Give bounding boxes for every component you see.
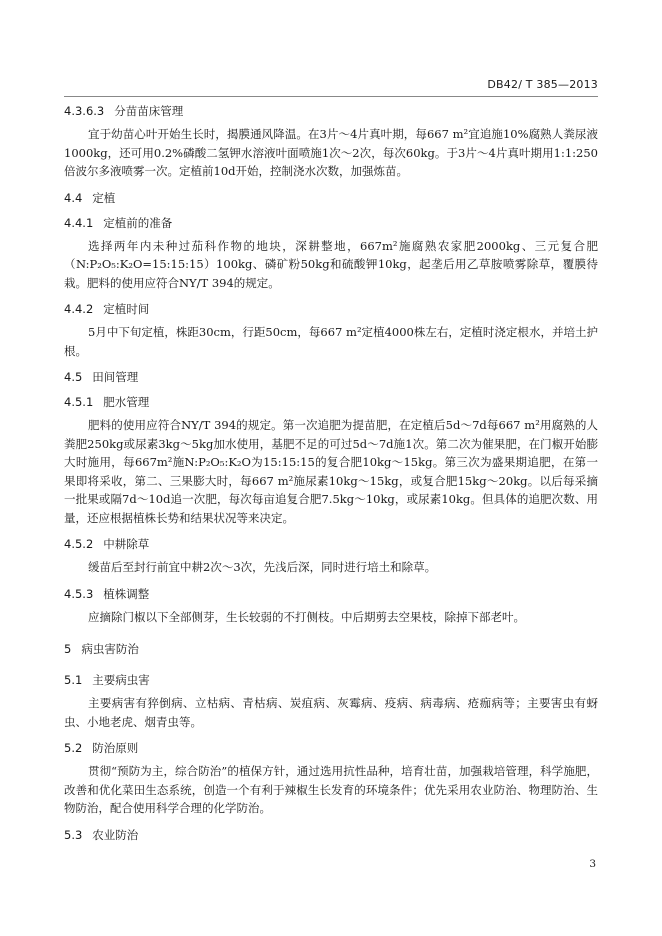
heading-5 xyxy=(64,641,598,657)
heading-4-5-3 xyxy=(64,586,598,602)
heading-4-3-6-3 xyxy=(64,103,598,119)
heading-number: 4.5.3 xyxy=(64,586,94,601)
heading-5-2 xyxy=(64,740,598,756)
heading-number: 4.5.2 xyxy=(64,537,94,551)
paragraph-4-5-2: 缓苗后至封行前宜中耕2次～3次，先浅后深，同时进行培土和除草。 xyxy=(88,560,437,574)
page-number: 3 xyxy=(589,858,596,870)
document-body xyxy=(64,103,598,843)
heading-title: 分苗苗床管理 xyxy=(114,104,184,118)
heading-number: 4.3.6.3 xyxy=(64,104,105,118)
heading-title: 主要病虫害 xyxy=(92,673,150,687)
paragraph-5-1: 主要病害有猝倒病、立枯病、青枯病、炭疽病、灰霉病、疫病、病毒病、疮痂病等；主要害虫有蚜虫、小地老虎、烟青虫等。 xyxy=(64,696,598,729)
paragraph-4-5-1: 肥料的使用应符合NY/T 394的规定。第一次追肥为提苗肥，在定植后5d～7d每667 m²用腐熟的人粪肥250kg或尿素3kg～5kg加水使用，基肥不足的可过5d～7d施1次。第二次为催果肥，在门椒开始膨大时施用，每667m²施N:P₂O₅:K₂O为15:15:15的复合肥10kg～15kg。第三次为盛果期追肥，在第一果即将采收，第二、三果膨大时，每667 m²施尿素10kg～15kg，或复合肥15kg～20kg。以后每采摘一批果或隔7d～10d追一次肥，每次每亩追复合肥7.5kg～10kg，或尿素10kg。但具体的追肥次数、用量，还应根据植株长势和结果状况等来决定。 xyxy=(64,418,598,525)
heading-title: 定植 xyxy=(92,190,116,205)
header-divider xyxy=(64,96,598,97)
paragraph-4-4-2: 5月中下旬定植，株距30cm，行距50cm，每667 m²定植4000株左右，定植时浇定根水，并培土护根。 xyxy=(64,325,598,358)
heading-title: 病虫害防治 xyxy=(81,642,139,656)
heading-4-4 xyxy=(64,190,598,206)
heading-number: 4.5 xyxy=(64,370,83,384)
heading-title: 防治原则 xyxy=(92,741,139,755)
heading-number: 4.5.1 xyxy=(64,395,94,409)
heading-4-4-1 xyxy=(64,215,598,231)
heading-number: 4.4.2 xyxy=(64,302,94,316)
heading-number: 5.2 xyxy=(64,741,83,755)
heading-4-5 xyxy=(64,369,598,385)
heading-5-1 xyxy=(64,672,598,688)
paragraph-4-4-1: 选择两年内未种过茄科作物的地块，深耕整地，667m²施腐熟农家肥2000kg、三元复合肥（N:P₂O₅:K₂O=15:15:15）100kg、磷矿粉50kg和硫酸钾10kg，起垄后用乙草胺喷雾除草，覆膜待栽。肥料的使用应符合NY/T 394的规定。 xyxy=(64,238,598,290)
heading-number: 4.4.1 xyxy=(64,215,94,230)
heading-number: 5.1 xyxy=(64,673,83,687)
paragraph-4-5-3: 应摘除门椒以下全部侧芽，生长较弱的不打侧枝。中后期剪去空果枝，除掉下部老叶。 xyxy=(88,609,525,624)
heading-title: 中耕除草 xyxy=(103,537,150,551)
document-code: DB42/ T 385—2013 xyxy=(487,78,598,91)
heading-title: 田间管理 xyxy=(92,370,139,384)
heading-4-4-2 xyxy=(64,301,598,317)
paragraph-4-3-6-3: 宜于幼苗心叶开始生长时，揭膜通风降温。在3片～4片真叶期，每667 m²宜追施10%腐熟人粪尿液1000kg，还可用0.2%磷酸二氢钾水溶液叶面喷施1次～2次，每次60kg。于3片～4片真叶期用1:1:250倍波尔多液喷雾一次。定植前10d开始，控制浇水次数，加强炼苗。 xyxy=(64,127,598,178)
paragraph-5-2: 贯彻“预防为主，综合防治”的植保方针，通过选用抗性品种，培育壮苗，加强栽培管理，科学施肥，改善和优化菜田生态系统，创造一个有利于辣椒生长发育的环境条件；优先采用农业防治、物理防治、生物防治，配合使用科学合理的化学防治。 xyxy=(64,764,598,815)
heading-title: 定植前的准备 xyxy=(103,215,173,230)
heading-title: 定植时间 xyxy=(103,302,150,316)
heading-title: 植株调整 xyxy=(103,586,150,601)
heading-number: 4.4 xyxy=(64,190,83,205)
heading-4-5-2 xyxy=(64,536,598,552)
heading-5-3 xyxy=(64,827,598,843)
heading-title: 农业防治 xyxy=(92,827,139,842)
heading-number: 5 xyxy=(64,642,72,656)
heading-number: 5.3 xyxy=(64,827,83,842)
heading-4-5-1 xyxy=(64,394,598,410)
heading-title: 肥水管理 xyxy=(103,395,150,409)
